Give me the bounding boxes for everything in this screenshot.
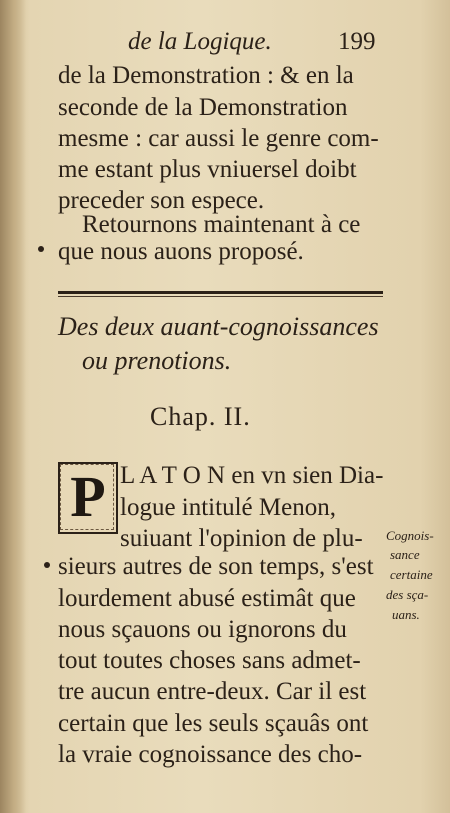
text-line: nous sçauons ou ignorons du <box>58 616 347 643</box>
margin-note-line: Cognois- <box>386 528 434 543</box>
text-line: seconde de la Demonstration <box>58 94 348 121</box>
text-line: de la Demonstration : & en la <box>58 62 354 89</box>
chapter-heading: Chap. II. <box>150 402 251 431</box>
text-line: me estant plus vniuersel doibt <box>58 156 357 183</box>
text-line: mesme : car aussi le genre com- <box>58 125 379 152</box>
section-rule <box>58 291 383 294</box>
margin-note-line: uans. <box>392 607 420 622</box>
text-line: preceder son espece. <box>58 187 265 214</box>
section-title-line: Des deux auant-cognoissances <box>58 312 379 341</box>
text-line: tre aucun entre-deux. Car il est <box>58 678 367 705</box>
running-head-title: de la Logique. <box>128 28 272 55</box>
section-title-line: ou prenotions. <box>82 346 232 375</box>
margin-dot <box>38 246 44 252</box>
section-rule-thin <box>58 296 383 297</box>
text-line: logue intitulé Menon, <box>120 494 336 521</box>
text-line: lourdement abusé estimât que <box>58 585 356 612</box>
text-line: certain que les seuls sçauâs ont <box>58 710 369 737</box>
margin-note-line: certaine <box>390 567 433 582</box>
margin-note-line: sance <box>390 547 420 562</box>
text-line: que nous auons proposé. <box>58 238 304 265</box>
text-line: tout toutes choses sans admet- <box>58 647 361 674</box>
text-line: suiuant l'opinion de plu- <box>120 525 363 552</box>
text-line: Retournons maintenant à ce <box>82 211 361 238</box>
margin-note-line: des sça- <box>386 587 429 602</box>
page-number: 199 <box>338 28 376 55</box>
page-gutter <box>0 0 26 813</box>
text-line: L A T O N en vn sien Dia- <box>120 462 384 489</box>
text-line: la vraie cognoissance des cho- <box>58 741 363 768</box>
drop-initial: P <box>58 462 118 534</box>
running-head <box>128 28 388 60</box>
text-line: sieurs autres de son temps, s'est <box>58 553 374 580</box>
margin-dot <box>44 562 50 568</box>
